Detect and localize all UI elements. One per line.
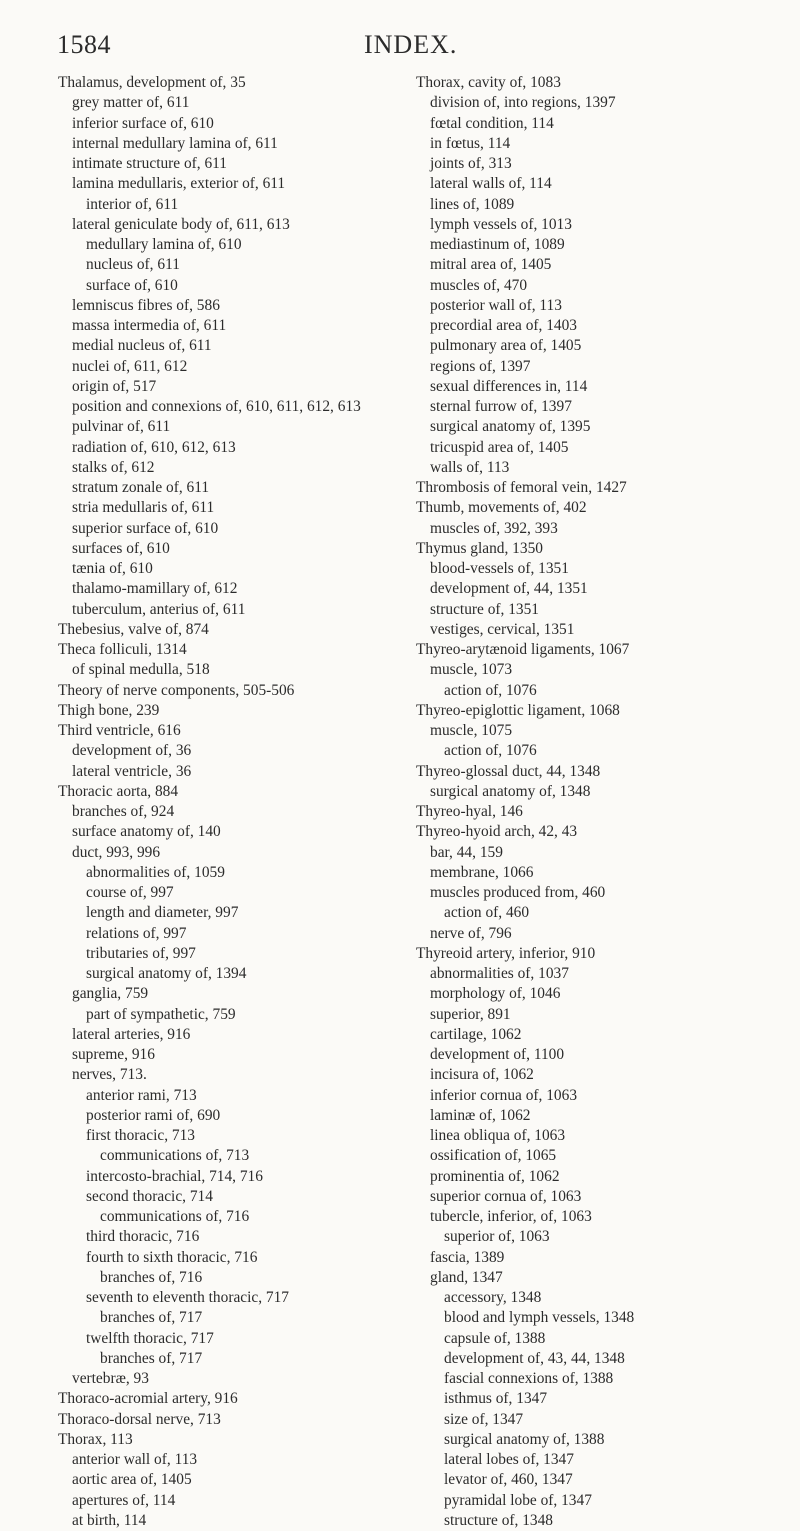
index-entry: Thumb, movements of, 402: [416, 499, 587, 517]
index-subentry: vestiges, cervical, 1351: [430, 620, 575, 638]
index-subentry: nucleus of, 611: [86, 256, 180, 274]
index-entry: Thyreo-hyal, 146: [416, 803, 523, 820]
index-entry: Thorax, cavity of, 1083: [416, 74, 561, 91]
index-subentry: incisura of, 1062: [430, 1066, 534, 1084]
index-subentry: grey matter of, 611: [72, 94, 190, 112]
index-subentry: membrane, 1066: [430, 863, 534, 881]
index-entry: Thoracic aorta, 884: [58, 782, 179, 800]
index-entry: Thoraco-dorsal nerve, 713: [58, 1410, 221, 1428]
index-subentry: surgical anatomy of, 1395: [430, 418, 591, 436]
running-head: INDEX.: [364, 30, 458, 59]
index-subentry: ossification of, 1065: [430, 1147, 557, 1165]
index-subentry: of spinal medulla, 518: [72, 661, 210, 679]
index-subentry: third thoracic, 716: [86, 1228, 200, 1246]
index-subentry: sexual differences in, 114: [430, 377, 588, 395]
index-subentry: surface anatomy of, 140: [72, 823, 221, 841]
index-entry: Theory of nerve components, 505-506: [58, 681, 295, 699]
index-subentry: action of, 460: [444, 904, 530, 922]
index-subentry: medullary lamina of, 610: [86, 236, 242, 253]
index-subentry: muscles of, 470: [430, 276, 528, 294]
index-subentry: prominentia of, 1062: [430, 1167, 560, 1185]
index-subentry: branches of, 716: [100, 1268, 203, 1286]
index-subentry: seventh to eleventh thoracic, 717: [86, 1289, 290, 1306]
index-subentry: tricuspid area of, 1405: [430, 438, 569, 456]
index-entry: Thyreo-hyoid arch, 42, 43: [416, 823, 578, 841]
index-subentry: muscle, 1073: [430, 661, 513, 679]
index-subentry: pyramidal lobe of, 1347: [444, 1491, 592, 1509]
index-column-left: [58, 73, 398, 1531]
index-subentry: laminæ of, 1062: [430, 1106, 531, 1124]
index-subentry: abnormalities of, 1059: [86, 863, 225, 881]
index-subentry: muscle, 1075: [430, 722, 513, 739]
index-subentry: walls of, 113: [430, 458, 510, 476]
index-subentry: lamina medullaris, exterior of, 611: [72, 175, 286, 193]
index-subentry: lateral arteries, 916: [72, 1025, 191, 1043]
index-subentry: superior cornua of, 1063: [430, 1187, 582, 1205]
index-subentry: lines of, 1089: [430, 195, 515, 213]
index-subentry: at birth, 114: [72, 1511, 147, 1529]
index-subentry: surgical anatomy of, 1388: [444, 1430, 605, 1448]
index-entry: Thebesius, valve of, 874: [58, 620, 209, 638]
index-subentry: superior of, 1063: [444, 1228, 550, 1246]
index-subentry: lateral lobes of, 1347: [444, 1451, 574, 1468]
index-subentry: vertebræ, 93: [72, 1370, 149, 1387]
index-subentry: fourth to sixth thoracic, 716: [86, 1248, 258, 1266]
index-entry: Thymus gland, 1350: [416, 539, 543, 557]
index-subentry: tubercle, inferior, of, 1063: [430, 1208, 592, 1225]
index-subentry: development of, 43, 44, 1348: [444, 1349, 625, 1367]
index-subentry: gland, 1347: [430, 1268, 503, 1286]
index-subentry: blood and lymph vessels, 1348: [444, 1309, 635, 1327]
index-subentry: inferior surface of, 610: [72, 114, 214, 132]
index-subentry: apertures of, 114: [72, 1491, 176, 1509]
index-entry: Theca folliculi, 1314: [58, 641, 187, 658]
index-subentry: stratum zonale of, 611: [72, 479, 210, 496]
index-subentry: origin of, 517: [72, 377, 157, 395]
index-subentry: surfaces of, 610: [72, 539, 170, 557]
index-entry: Thyreo-arytænoid ligaments, 1067: [416, 641, 630, 658]
index-subentry: massa intermedia of, 611: [72, 317, 227, 334]
index-subentry: regions of, 1397: [430, 357, 531, 375]
index-subentry: muscles of, 392, 393: [430, 519, 558, 537]
index-subentry: structure of, 1351: [430, 600, 539, 618]
index-subentry: fascia, 1389: [430, 1248, 505, 1266]
index-subentry: nerves, 713.: [72, 1066, 147, 1084]
index-subentry: precordial area of, 1403: [430, 317, 577, 334]
index-subentry: division of, into regions, 1397: [430, 94, 616, 112]
index-subentry: cartilage, 1062: [430, 1025, 522, 1043]
index-subentry: twelfth thoracic, 717: [86, 1329, 214, 1347]
index-subentry: fascial connexions of, 1388: [444, 1370, 614, 1387]
index-subentry: size of, 1347: [444, 1410, 524, 1428]
index-subentry: length and diameter, 997: [86, 904, 239, 922]
index-subentry: stalks of, 612: [72, 458, 155, 476]
index-entry: Thrombosis of femoral vein, 1427: [416, 479, 627, 496]
index-subentry: in fœtus, 114: [430, 134, 511, 152]
index-entry: Thoraco-acromial artery, 916: [58, 1390, 238, 1408]
index-subentry: bar, 44, 159: [430, 843, 503, 861]
index-subentry: linea obliqua of, 1063: [430, 1127, 566, 1144]
index-subentry: position and connexions of, 610, 611, 612, 613: [72, 398, 361, 415]
index-subentry: fœtal condition, 114: [430, 114, 554, 132]
index-subentry: capsule of, 1388: [444, 1329, 546, 1347]
index-entry: Third ventricle, 616: [58, 722, 181, 739]
index-subentry: intercosto-brachial, 714, 716: [86, 1167, 263, 1185]
index-subentry: superior surface of, 610: [72, 519, 219, 537]
index-column-right: [416, 73, 786, 1531]
index-subentry: branches of, 924: [72, 803, 175, 820]
index-subentry: interior of, 611: [86, 195, 179, 213]
index-subentry: posterior rami of, 690: [86, 1106, 221, 1124]
index-subentry: sternal furrow of, 1397: [430, 398, 572, 415]
index-subentry: structure of, 1348: [444, 1511, 553, 1529]
index-subentry: development of, 44, 1351: [430, 580, 588, 598]
index-entry: Thalamus, development of, 35: [58, 74, 246, 91]
index-subentry: development of, 1100: [430, 1046, 565, 1063]
index-subentry: surgical anatomy of, 1348: [430, 782, 591, 800]
index-subentry: development of, 36: [72, 742, 192, 760]
index-subentry: communications of, 713: [100, 1147, 250, 1165]
index-subentry: joints of, 313: [430, 155, 512, 172]
page-number: 1584: [57, 30, 111, 59]
index-subentry: action of, 1076: [444, 681, 537, 699]
index-subentry: anterior rami, 713: [86, 1086, 197, 1104]
index-subentry: lateral geniculate body of, 611, 613: [72, 215, 290, 233]
index-subentry: abnormalities of, 1037: [430, 965, 569, 982]
index-subentry: course of, 997: [86, 884, 174, 901]
index-subentry: relations of, 997: [86, 924, 187, 942]
index-subentry: branches of, 717: [100, 1309, 203, 1327]
index-subentry: inferior cornua of, 1063: [430, 1086, 578, 1104]
index-subentry: mediastinum of, 1089: [430, 236, 565, 253]
index-subentry: isthmus of, 1347: [444, 1390, 548, 1408]
index-entry: Thyreo-epiglottic ligament, 1068: [416, 701, 620, 719]
index-entry: Thyreoid artery, inferior, 910: [416, 944, 596, 962]
index-subentry: nerve of, 796: [430, 924, 512, 942]
index-subentry: lemniscus fibres of, 586: [72, 296, 220, 314]
index-subentry: tuberculum, anterius of, 611: [72, 600, 246, 618]
index-subentry: tænia of, 610: [72, 560, 153, 577]
index-subentry: second thoracic, 714: [86, 1187, 213, 1205]
index-subentry: duct, 993, 996: [72, 843, 161, 861]
index-subentry: thalamo-mamillary of, 612: [72, 580, 238, 598]
index-subentry: blood-vessels of, 1351: [430, 560, 569, 577]
index-subentry: anterior wall of, 113: [72, 1451, 198, 1468]
index-subentry: tributaries of, 997: [86, 944, 196, 962]
index-subentry: medial nucleus of, 611: [72, 337, 212, 355]
index-subentry: pulmonary area of, 1405: [430, 337, 582, 355]
index-subentry: surgical anatomy of, 1394: [86, 965, 247, 982]
index-subentry: first thoracic, 713: [86, 1127, 195, 1144]
index-subentry: radiation of, 610, 612, 613: [72, 438, 236, 456]
index-subentry: communications of, 716: [100, 1208, 250, 1225]
index-subentry: superior, 891: [430, 1005, 511, 1023]
index-subentry: nuclei of, 611, 612: [72, 357, 188, 375]
index-subentry: part of sympathetic, 759: [86, 1005, 236, 1023]
index-subentry: stria medullaris of, 611: [72, 499, 215, 517]
index-subentry: accessory, 1348: [444, 1289, 542, 1306]
index-subentry: levator of, 460, 1347: [444, 1471, 573, 1489]
index-subentry: intimate structure of, 611: [72, 155, 228, 172]
index-subentry: aortic area of, 1405: [72, 1471, 192, 1489]
index-subentry: lymph vessels of, 1013: [430, 215, 572, 233]
index-subentry: posterior wall of, 113: [430, 296, 562, 314]
index-entry: Thyreo-glossal duct, 44, 1348: [416, 762, 601, 780]
index-subentry: surface of, 610: [86, 276, 178, 294]
index-subentry: mitral area of, 1405: [430, 256, 552, 274]
index-subentry: branches of, 717: [100, 1349, 203, 1367]
index-subentry: lateral ventricle, 36: [72, 762, 192, 780]
index-entry: Thigh bone, 239: [58, 701, 160, 719]
index-subentry: morphology of, 1046: [430, 985, 561, 1003]
index-subentry: supreme, 916: [72, 1046, 155, 1063]
index-subentry: muscles produced from, 460: [430, 884, 606, 901]
index-entry: Thorax, 113: [58, 1430, 133, 1448]
index-subentry: lateral walls of, 114: [430, 175, 552, 193]
index-subentry: pulvinar of, 611: [72, 418, 171, 436]
index-subentry: ganglia, 759: [72, 985, 149, 1003]
index-subentry: action of, 1076: [444, 742, 537, 760]
index-subentry: internal medullary lamina of, 611: [72, 134, 278, 152]
